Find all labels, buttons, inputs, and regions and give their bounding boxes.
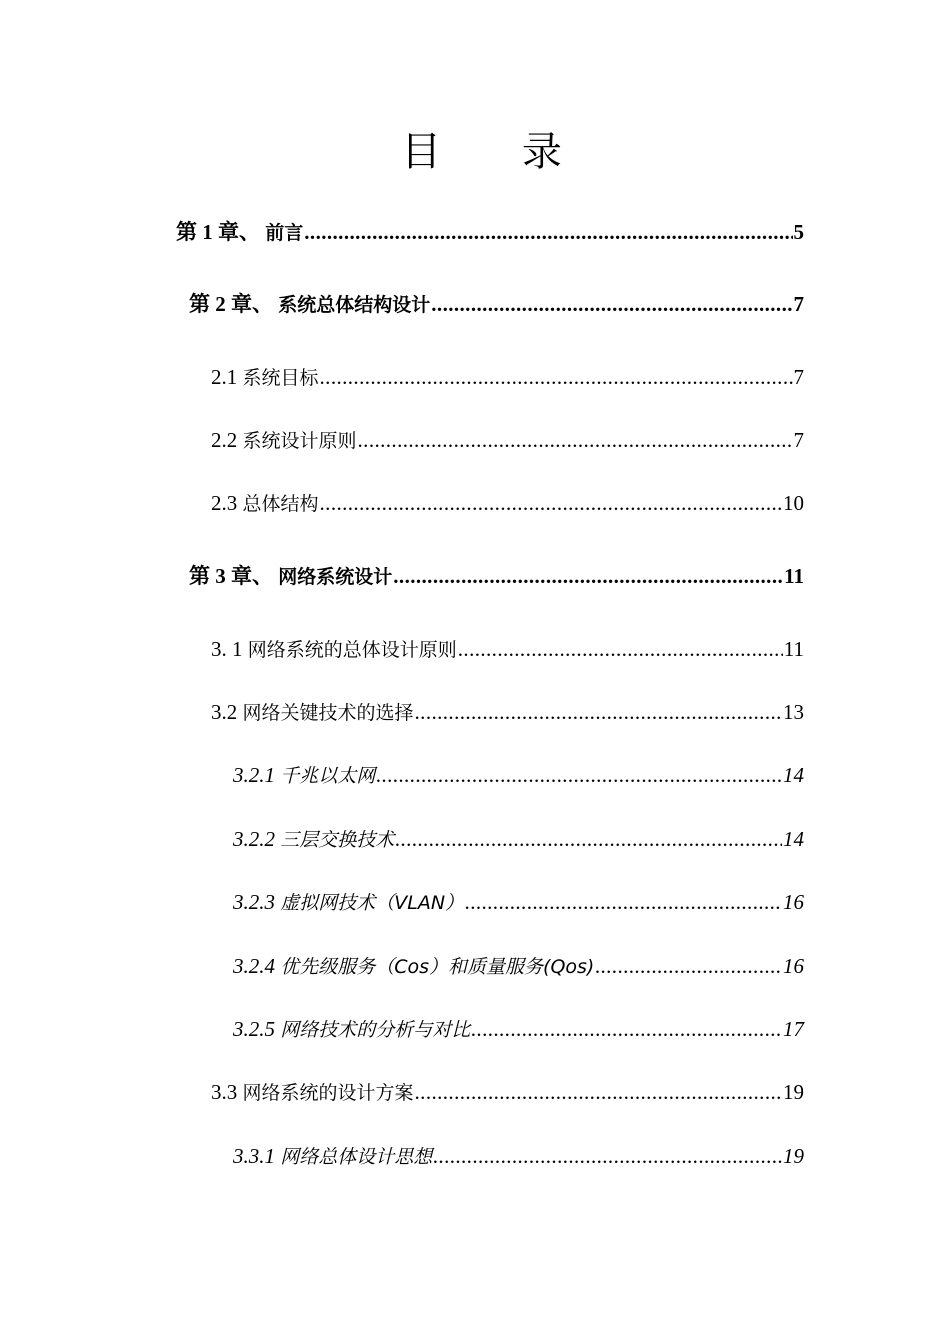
toc-entry-number: 3.2.2 bbox=[233, 827, 281, 851]
toc-entry-page-number: 10 bbox=[783, 491, 804, 515]
toc-entry-label bbox=[211, 488, 319, 519]
toc-entry-text: 千兆以太网 bbox=[280, 765, 376, 787]
toc-entry-subsection-3-2-4[interactable] bbox=[233, 951, 804, 981]
toc-entry-page-number: 16 bbox=[783, 890, 804, 914]
toc-entry-number: 2.3 bbox=[211, 491, 243, 515]
toc-entry-text: 总体结构 bbox=[242, 493, 319, 515]
page-title: 目 录 bbox=[401, 129, 596, 175]
toc-entry-number: 3.2 bbox=[211, 700, 243, 724]
toc-entry-number: 3.2.4 bbox=[233, 954, 281, 978]
toc-entry-number: 2.2 bbox=[211, 428, 243, 452]
toc-entry-label bbox=[211, 634, 457, 665]
toc-entry-number: 2.1 bbox=[211, 365, 243, 389]
toc-entry-number: 3.2.3 bbox=[233, 890, 281, 914]
toc-entry-label bbox=[211, 425, 357, 456]
toc-entry-text: 网络系统的设计方案 bbox=[242, 1082, 414, 1104]
toc-entry-section-2-2[interactable] bbox=[211, 425, 804, 455]
toc-entry-label bbox=[233, 1014, 470, 1045]
toc-entry-label bbox=[211, 362, 319, 393]
toc-entry-page-number: 11 bbox=[783, 637, 804, 661]
dot-leader bbox=[433, 1141, 782, 1171]
toc-entry-page-number: 13 bbox=[783, 700, 804, 724]
toc-entry-page-number: 5 bbox=[793, 220, 804, 244]
toc-entry-text: 三层交换技术 bbox=[280, 829, 395, 851]
toc-entry-label bbox=[233, 760, 375, 791]
toc-entry-chapter-2[interactable] bbox=[189, 289, 804, 319]
toc-entry-section-3-2[interactable] bbox=[211, 697, 804, 727]
toc-entry-number: 3. 1 bbox=[211, 637, 248, 661]
toc-entry-chapter-1[interactable] bbox=[176, 217, 804, 247]
toc-entry-page-number: 7 bbox=[793, 428, 804, 452]
toc-entry-section-2-3[interactable] bbox=[211, 488, 804, 518]
toc-entry-number: 3.3 bbox=[211, 1080, 243, 1104]
toc-entry-number: 3.2.1 bbox=[233, 763, 281, 787]
dot-leader bbox=[320, 488, 782, 518]
toc-entry-text: 网络总体设计思想 bbox=[280, 1146, 433, 1168]
toc-entry-text: 前言 bbox=[265, 222, 304, 244]
toc-entry-subsection-3-2-5[interactable] bbox=[233, 1014, 804, 1044]
dot-leader bbox=[458, 634, 783, 664]
toc-entry-page-number: 19 bbox=[783, 1144, 804, 1168]
toc-entry-section-3-1[interactable] bbox=[211, 634, 804, 664]
toc-entry-page-number: 16 bbox=[783, 954, 804, 978]
dot-leader bbox=[431, 289, 792, 319]
dot-leader bbox=[395, 824, 782, 854]
toc-entry-number: 第 3 章、 bbox=[189, 564, 279, 588]
toc-entry-text: 系统设计原则 bbox=[242, 430, 357, 452]
toc-entry-subsection-3-3-1[interactable] bbox=[233, 1141, 804, 1171]
toc-entry-text: 网络关键技术的选择 bbox=[242, 702, 414, 724]
toc-entry-label bbox=[189, 289, 430, 320]
dot-leader bbox=[393, 561, 783, 591]
toc-entry-label bbox=[211, 1077, 414, 1108]
toc-entry-page-number: 17 bbox=[783, 1017, 804, 1041]
toc-entry-label bbox=[176, 217, 303, 248]
toc-entry-page-number: 7 bbox=[793, 292, 804, 316]
dot-leader bbox=[471, 1014, 782, 1044]
toc-entry-text: 网络系统的总体设计原则 bbox=[247, 639, 457, 661]
dot-leader bbox=[415, 697, 782, 727]
toc-entry-number: 3.3.1 bbox=[233, 1144, 281, 1168]
toc-entry-label bbox=[233, 887, 464, 918]
toc-entry-number: 第 2 章、 bbox=[189, 292, 279, 316]
dot-leader bbox=[415, 1077, 782, 1107]
toc-entry-subsection-3-2-2[interactable] bbox=[233, 824, 804, 854]
toc-entry-text: 系统总体结构设计 bbox=[278, 294, 431, 316]
toc-entry-label bbox=[189, 561, 392, 592]
dot-leader bbox=[465, 887, 782, 917]
toc-entry-page-number: 14 bbox=[783, 763, 804, 787]
dot-leader bbox=[320, 362, 793, 392]
toc-entry-section-3-3[interactable] bbox=[211, 1077, 804, 1107]
dot-leader bbox=[358, 425, 793, 455]
toc-entry-text: 系统目标 bbox=[242, 367, 319, 389]
toc-entry-chapter-3[interactable] bbox=[189, 561, 804, 591]
toc-entry-page-number: 7 bbox=[793, 365, 804, 389]
toc-entry-section-2-1[interactable] bbox=[211, 362, 804, 392]
dot-leader bbox=[376, 760, 782, 790]
toc-entry-label bbox=[211, 697, 414, 728]
toc-entry-label bbox=[233, 951, 594, 982]
dot-leader bbox=[595, 951, 782, 981]
toc-entry-text: 网络技术的分析与对比 bbox=[280, 1019, 471, 1041]
toc-entry-text: 虚拟网技术（VLAN） bbox=[280, 892, 465, 914]
toc-entry-page-number: 19 bbox=[783, 1080, 804, 1104]
toc-entry-page-number: 11 bbox=[784, 564, 804, 588]
toc-entry-subsection-3-2-1[interactable] bbox=[233, 760, 804, 790]
toc-entry-number: 第 1 章、 bbox=[176, 220, 266, 244]
toc-entry-number: 3.2.5 bbox=[233, 1017, 281, 1041]
toc-entry-subsection-3-2-3[interactable] bbox=[233, 887, 804, 917]
toc-entry-page-number: 14 bbox=[783, 827, 804, 851]
toc-entry-text: 网络系统设计 bbox=[278, 566, 393, 588]
toc-entry-label bbox=[233, 1141, 432, 1172]
toc-entry-label bbox=[233, 824, 394, 855]
toc-entry-text: 优先级服务（Cos）和质量服务(Qos) bbox=[280, 956, 595, 978]
dot-leader bbox=[304, 217, 792, 247]
